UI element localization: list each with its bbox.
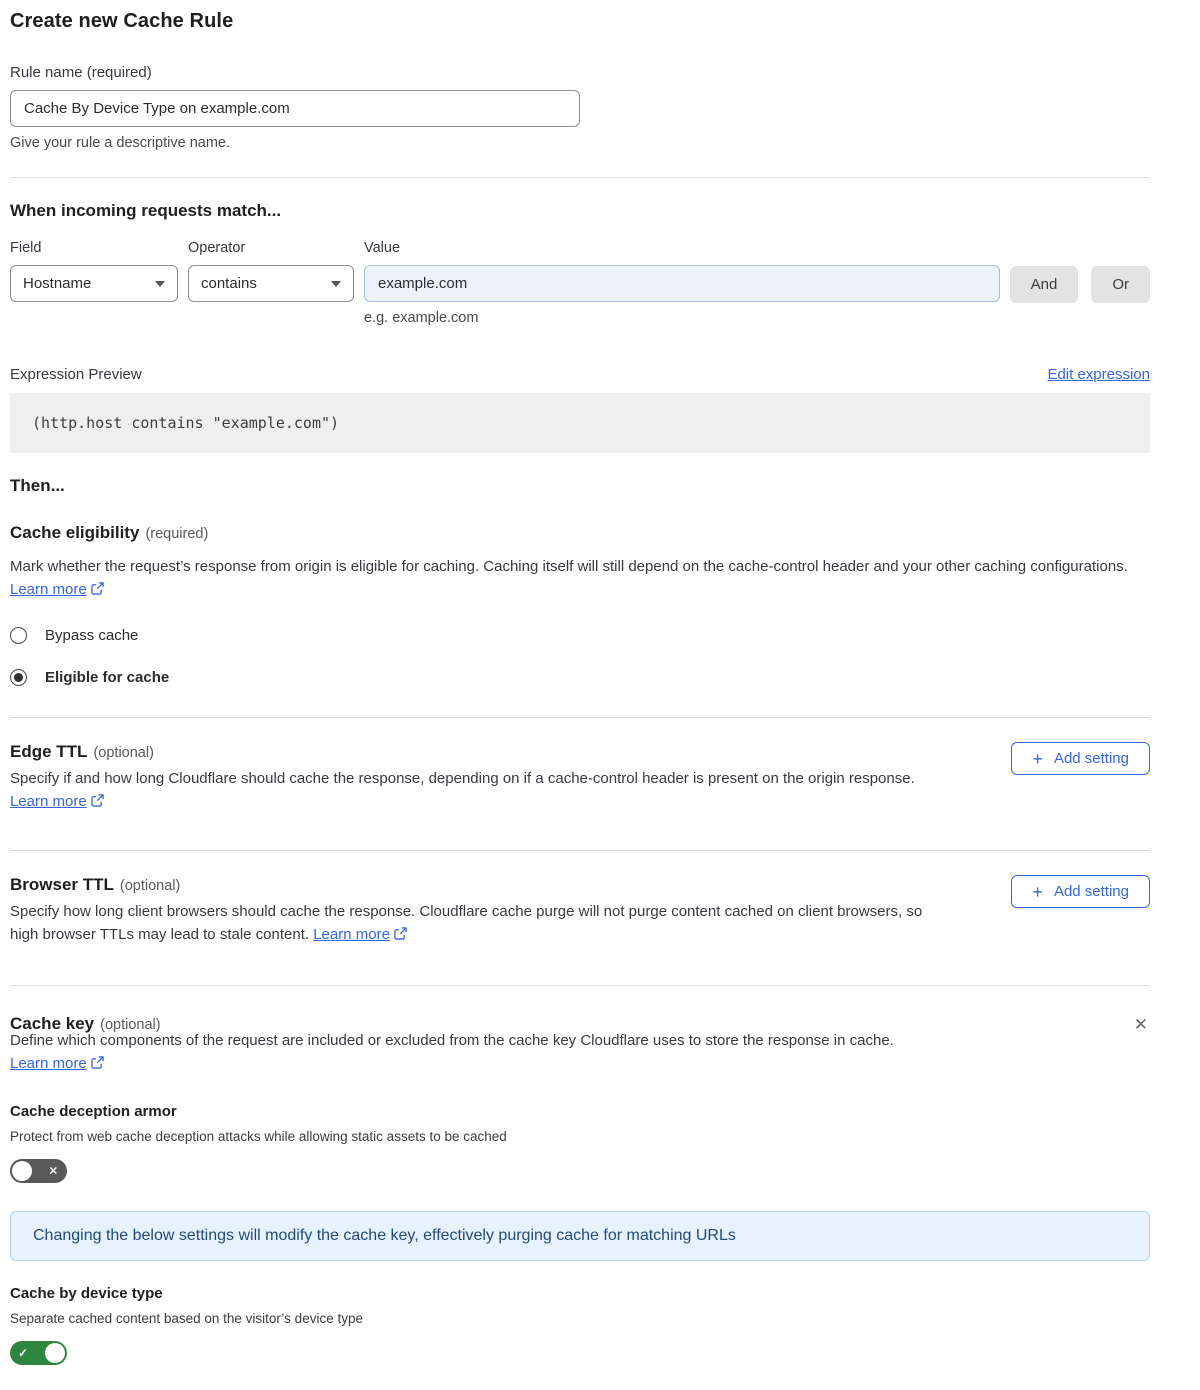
operator-select[interactable]: [188, 265, 354, 302]
section-divider: [10, 985, 1150, 986]
cache-eligibility-title: Cache eligibility: [10, 523, 140, 542]
x-icon: ✕: [48, 1165, 58, 1178]
cache-deception-armor-heading: Cache deception armor: [10, 1103, 177, 1120]
rule-name-input[interactable]: [10, 90, 580, 127]
field-label: Field: [10, 240, 42, 256]
expression-preview-row: [10, 366, 1150, 383]
browser-ttl-add-setting-label: Add setting: [1053, 883, 1129, 900]
eligible-for-cache-radio[interactable]: [10, 669, 27, 686]
external-link-icon: [91, 791, 104, 814]
cache-eligibility-description: [10, 555, 1150, 602]
page-title: Create new Cache Rule: [10, 10, 234, 32]
cache-eligibility-options: [10, 627, 1150, 686]
cache-by-device-type-heading: Cache by device type: [10, 1285, 163, 1302]
create-cache-rule-form: [10, 0, 1150, 1390]
edge-ttl-add-setting-button[interactable]: [1011, 742, 1150, 775]
section-divider: [10, 850, 1150, 851]
expression-preview-label: Expression Preview: [10, 366, 142, 383]
eligible-for-cache-option[interactable]: [10, 669, 1150, 686]
cache-key-info-banner: Changing the below settings will modify the cache key, effectively purging cache for matching URLs: [10, 1211, 1150, 1261]
cache-eligibility-heading: [10, 523, 1150, 543]
expression-code: (http.host contains "example.com"): [10, 393, 1150, 453]
edge-ttl-learn-more-link[interactable]: Learn more: [10, 793, 87, 810]
browser-ttl-description-text: Specify how long client browsers should cache the response. Cloudflare cache purge will not purge content cached on client browsers, so high browser TTLs may lead to stale content.: [10, 903, 923, 943]
value-label: Value: [364, 240, 401, 256]
plus-icon: +: [1032, 881, 1043, 902]
rule-name-label: Rule name (required): [10, 64, 152, 81]
browser-ttl-qualifier: (optional): [119, 878, 181, 894]
browser-ttl-title: Browser TTL: [10, 875, 114, 894]
edge-ttl-title: Edge TTL: [10, 742, 88, 761]
match-condition-row: [10, 240, 1150, 326]
rule-name-section: [10, 64, 1150, 151]
toggle-knob: [45, 1343, 65, 1363]
and-button[interactable]: And: [1010, 266, 1079, 303]
field-select-value: Hostname: [23, 275, 92, 292]
check-icon: ✓: [18, 1346, 29, 1360]
cache-by-device-type-toggle[interactable]: [10, 1341, 67, 1365]
browser-ttl-add-setting-button[interactable]: [1011, 875, 1150, 908]
or-button[interactable]: Or: [1091, 266, 1150, 303]
value-input[interactable]: [364, 265, 1000, 302]
browser-ttl-heading: [10, 875, 180, 895]
cache-key-qualifier: (optional): [100, 1017, 161, 1033]
edge-ttl-description-text: Specify if and how long Cloudflare should cache the response, depending on if a cache-control header is present on the origin response.: [10, 770, 915, 787]
operator-select-value: contains: [201, 275, 257, 292]
field-select[interactable]: [10, 265, 178, 302]
match-heading: When incoming requests match...: [10, 201, 282, 220]
rule-name-help: Give your rule a descriptive name.: [10, 135, 231, 151]
cache-deception-armor-description: Protect from web cache deception attacks while allowing static assets to be cached: [10, 1129, 507, 1144]
chevron-down-icon: [155, 281, 165, 287]
cache-key-title: Cache key: [10, 1014, 95, 1033]
cache-eligibility-qualifier: (required): [145, 526, 209, 542]
value-hint: e.g. example.com: [364, 310, 479, 326]
external-link-icon: [394, 924, 407, 947]
bypass-cache-radio[interactable]: [10, 627, 27, 644]
operator-column: [188, 240, 354, 326]
browser-ttl-learn-more-link[interactable]: Learn more: [313, 926, 390, 943]
external-link-icon: [91, 579, 104, 602]
bypass-cache-label: Bypass cache: [45, 627, 139, 644]
field-column: [10, 240, 178, 326]
section-divider: [10, 177, 1150, 178]
cache-key-description-text: Define which components of the request are included or excluded from the cache key Cloudflare uses to store the response in cache.: [10, 1032, 894, 1049]
edge-ttl-description: [10, 767, 930, 814]
cache-eligibility-description-text: Mark whether the request’s response from origin is eligible for caching. Caching itself will still depend on the cache-control header and your other caching configurations.: [10, 558, 1128, 575]
cache-deception-armor-toggle[interactable]: [10, 1159, 67, 1183]
toggle-knob: [12, 1161, 32, 1181]
chevron-down-icon: [331, 281, 341, 287]
operator-label: Operator: [188, 240, 246, 256]
browser-ttl-description: [10, 900, 930, 947]
cache-key-learn-more-link[interactable]: Learn more: [10, 1055, 87, 1072]
plus-icon: +: [1032, 748, 1043, 769]
cache-key-description: [10, 1029, 1150, 1076]
section-divider: [10, 717, 1150, 718]
bypass-cache-option[interactable]: [10, 627, 1150, 644]
edge-ttl-qualifier: (optional): [93, 745, 154, 761]
edge-ttl-heading: [10, 742, 154, 762]
edit-expression-link[interactable]: Edit expression: [1047, 366, 1150, 383]
then-heading: Then...: [10, 476, 65, 495]
value-column: [364, 240, 1000, 326]
close-icon: ✕: [1133, 1015, 1148, 1034]
eligible-for-cache-label: Eligible for cache: [45, 669, 170, 686]
cache-eligibility-learn-more-link[interactable]: Learn more: [10, 581, 87, 598]
external-link-icon: [91, 1053, 104, 1076]
cache-key-close-button[interactable]: [1132, 1014, 1150, 1035]
cache-by-device-type-description: Separate cached content based on the visitor’s device type: [10, 1311, 363, 1326]
edge-ttl-add-setting-label: Add setting: [1053, 750, 1129, 767]
